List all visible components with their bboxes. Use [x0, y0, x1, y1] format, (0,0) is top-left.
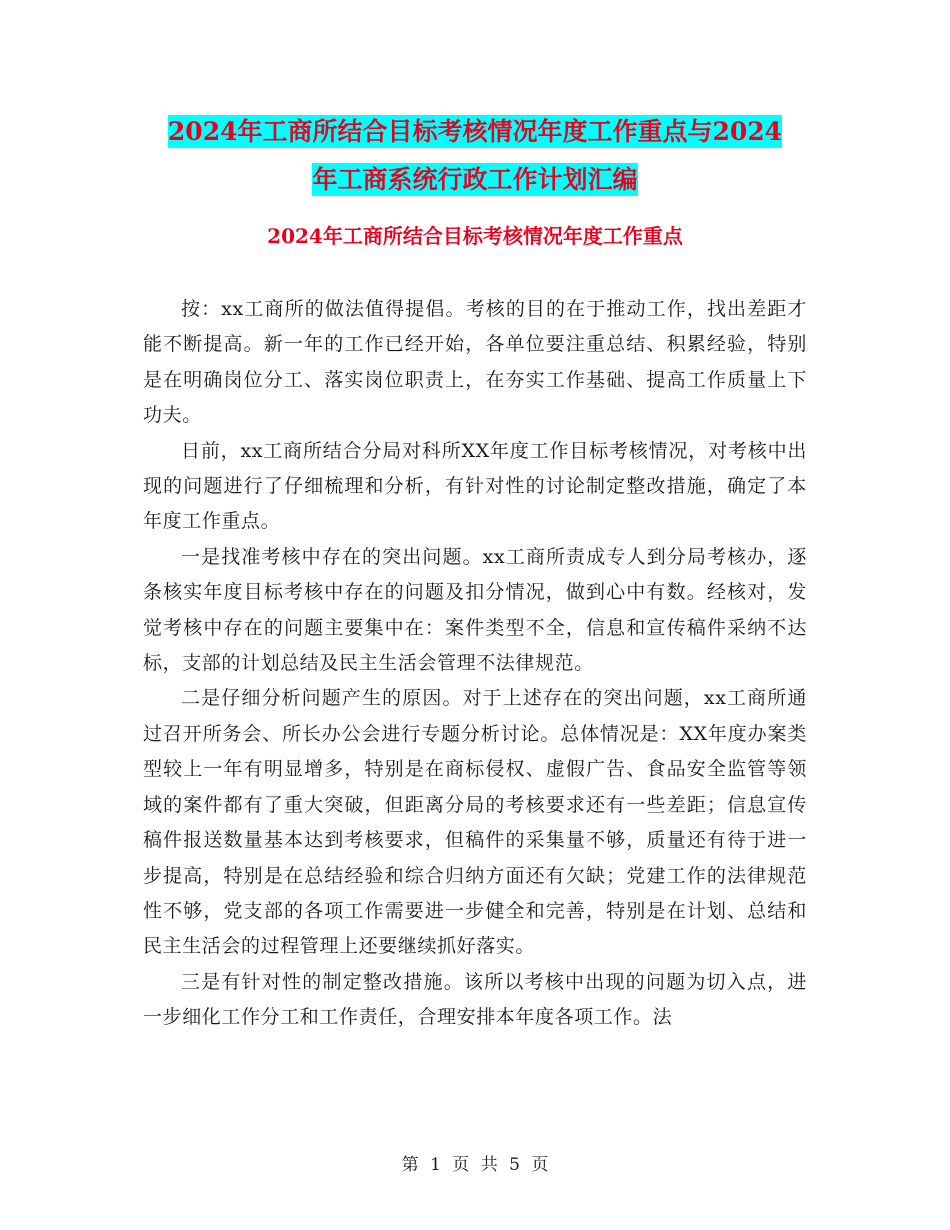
footer-label-page: 第 [401, 1155, 419, 1175]
footer-label-unit: 页 [452, 1155, 470, 1175]
paragraph-2: 日前，xx工商所结合分局对科所XX年度工作目标考核情况，对考核中出现的问题进行了仔细梳理和分析，有针对性的讨论制定整改措施，确定了本年度工作重点。 [143, 439, 807, 533]
document-body [143, 292, 807, 1036]
footer-label-unit-2: 页 [531, 1155, 549, 1175]
footer-label-total: 共 [480, 1155, 498, 1175]
paragraph-3: 一是找准考核中存在的突出问题。xx工商所责成专人到分局考核办，逐条核实年度目标考核中存在的问题及扣分情况，做到心中有数。经核对，发觉考核中存在的问题主要集中在：案件类型不全，信息和宣传稿件采纳不达标，支部的计划总结及民主生活会管理不法律规范。 [143, 545, 807, 675]
footer-total-pages: 5 [509, 1155, 520, 1175]
paragraph-5: 三是有针对性的制定整改措施。该所以考核中出现的问题为切入点，进一步细化工作分工和工作责任，合理安排本年度各项工作。法 [143, 970, 807, 1029]
document-title-line-1: 2024年工商所结合目标考核情况年度工作重点与2024 [167, 117, 783, 146]
document-title-line-2: 年工商系统行政工作计划汇编 [312, 165, 638, 194]
footer-current-page: 1 [430, 1155, 441, 1175]
paragraph-4: 二是仔细分析问题产生的原因。对于上述存在的突出问题，xx工商所通过召开所务会、所长办公会进行专题分析讨论。总体情况是：XX年度办案类型较上一年有明显增多，特别是在商标侵权、虚假广告、食品安全监管等领域的案件都有了重大突破，但距离分局的考核要求还有一些差距；信息宣传稿件报送数量基本达到考核要求，但稿件的采集量不够，质量还有待于进一步提高，特别是在总结经验和综合归纳方面还有欠缺；党建工作的法律规范性不够，党支部的各项工作需要进一步健全和完善，特别是在计划、总结和民主生活会的过程管理上还要继续抓好落实。 [143, 687, 807, 958]
paragraph-1: 按：xx工商所的做法值得提倡。考核的目的在于推动工作，找出差距才能不断提高。新一年的工作已经开始，各单位要注重总结、积累经验，特别是在明确岗位分工、落实岗位职责上，在夯实工作基础、提高工作质量上下功夫。 [143, 298, 807, 427]
document-title [0, 108, 950, 204]
page-footer [0, 1150, 950, 1175]
section-title: 2024年工商所结合目标考核情况年度工作重点 [267, 224, 683, 248]
